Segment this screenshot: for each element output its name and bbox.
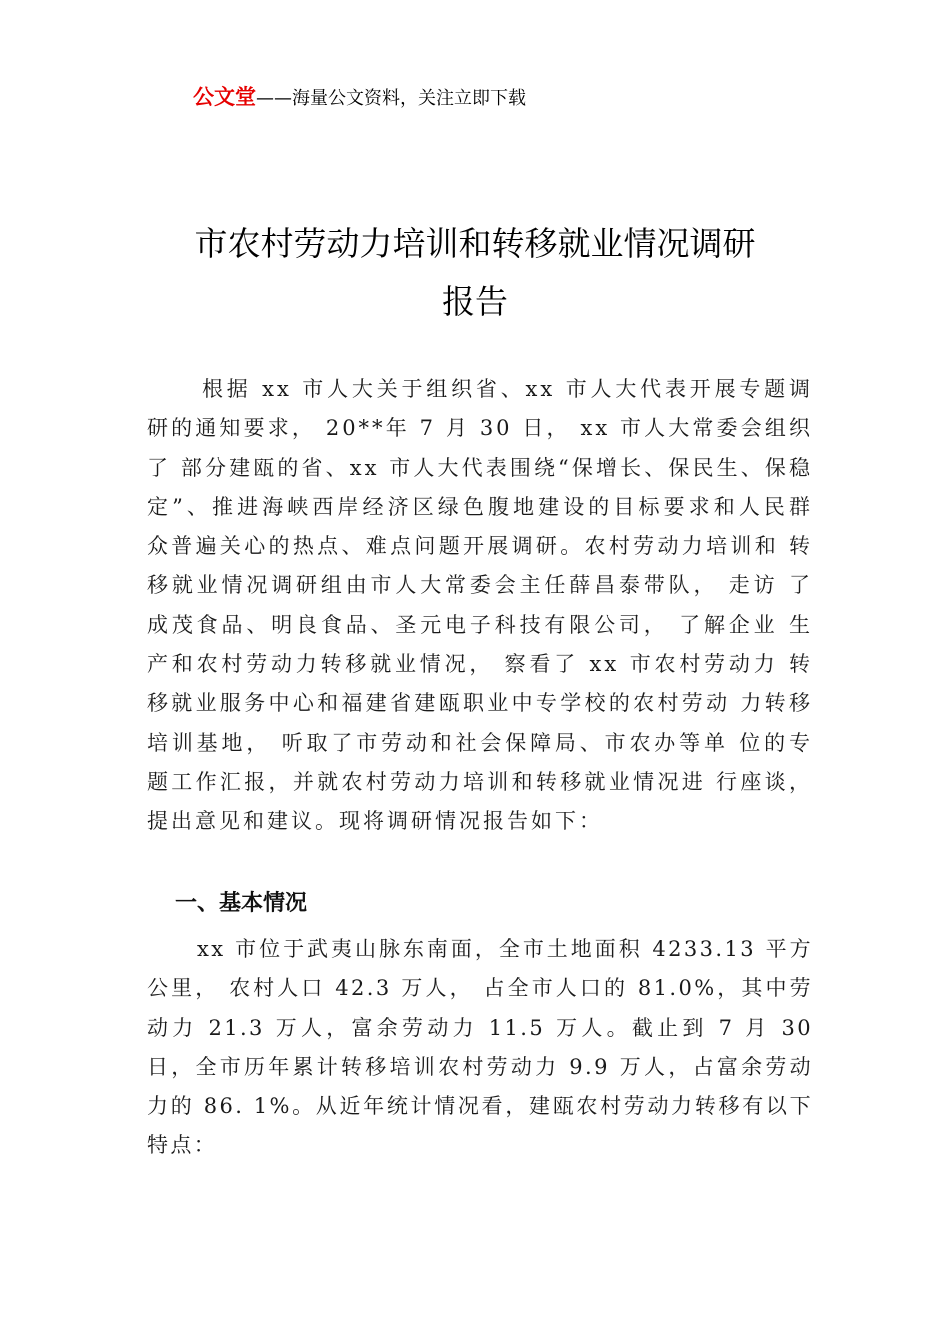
header-slogan: ——海量公文资料，关注立即下载	[256, 88, 526, 109]
section-heading-basic-situation: 一、基本情况	[175, 891, 308, 916]
body-paragraph-basic-situation: xx 市位于武夷山脉东南面，全市土地面积 4233.13 平方公里， 农村人口 42.3 万人， 占全市人口的 81.0%，其中劳动力 21.3 万人，富余劳动力 11.5 万人。截止到 7 月 30 日，全市历年累计转移培训农村劳动力 9.9 万人，占富余劳动力的 86. 1%。从近年统计情况看，建瓯农村劳动力转移有以下特点：	[147, 937, 813, 1158]
brand-logo-text: 公文堂	[193, 85, 256, 109]
body-paragraph-intro: 根据 xx 市人大关于组织省、xx 市人大代表开展专题调研的通知要求， 20**年 7 月 30 日， xx 市人大常委会组织了 部分建瓯的省、xx 市人大代表围绕“保增长、保民生、保稳 定”、推进海峡西岸经济区绿色腹地建设的目标要求和人民群 众普遍关心的热点、难点问题开展调研。农村劳动力培训和 转移就业情况调研组由市人大常委会主任薛昌泰带队， 走访 了成茂食品、明良食品、圣元电子科技有限公司， 了解企业 生产和农村劳动力转移就业情况， 察看了 xx 市农村劳动力 转移就业服务中心和福建省建瓯职业中专学校的农村劳动 力转移培训基地， 听取了市劳动和社会保障局、市农办等单 位的专题工作汇报，并就农村劳动力培训和转移就业情况进 行座谈， 提出意见和建议。现将调研情况报告如下：	[147, 377, 813, 834]
document-title-line-1: 市农村劳动力培训和转移就业情况调研	[194, 224, 756, 263]
header-banner	[193, 83, 526, 113]
document-title-line-2: 报告	[442, 282, 508, 321]
